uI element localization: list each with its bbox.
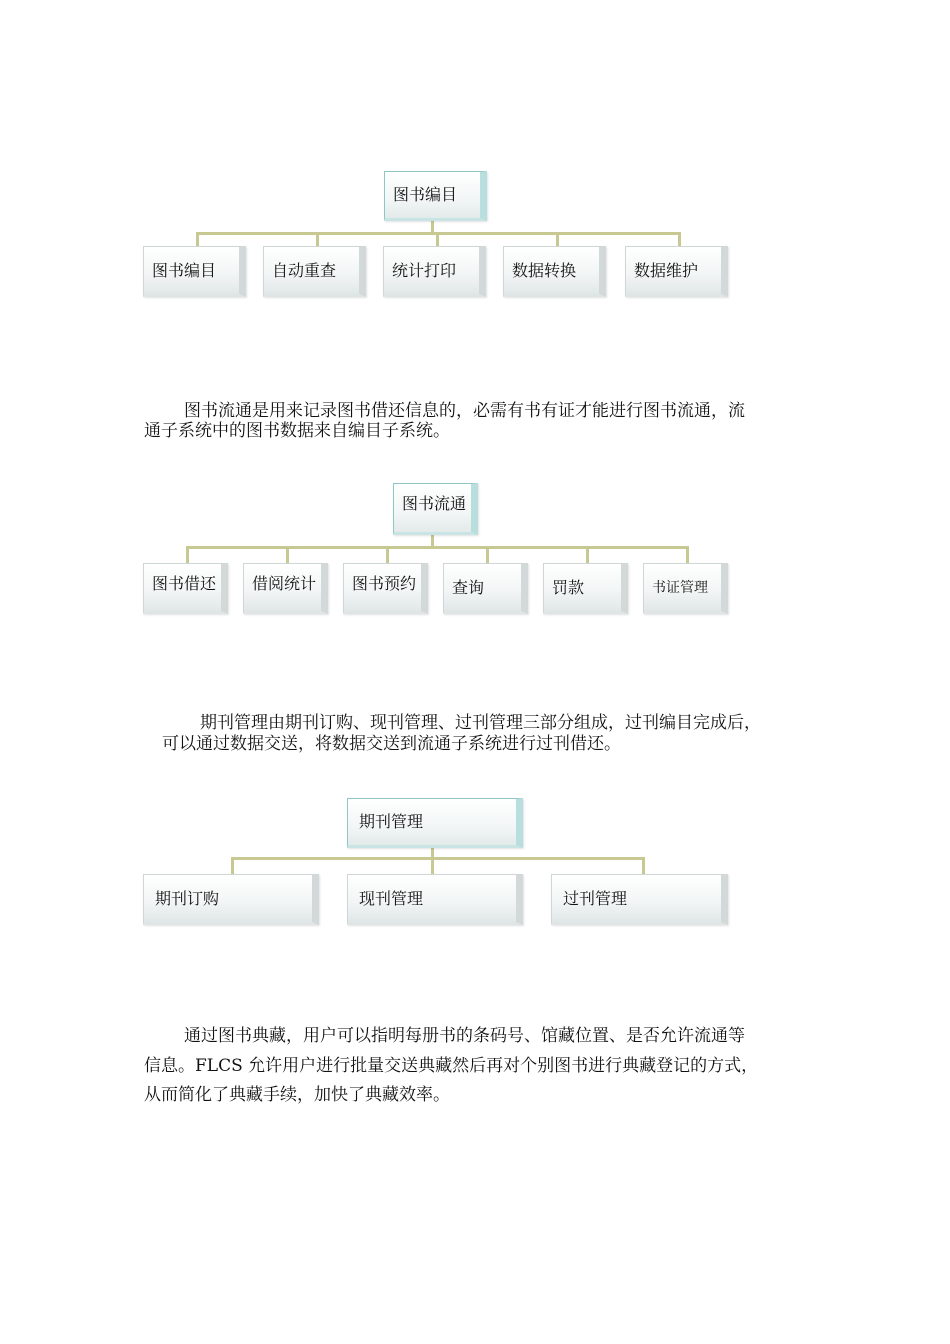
connector: [316, 232, 319, 246]
node-borrow-return: 图书借还: [143, 563, 228, 614]
node-data-maintenance: 数据维护: [625, 246, 728, 297]
node-reservation: 图书预约: [343, 563, 428, 614]
connector: [678, 232, 681, 246]
node-cataloging: 图书编目: [143, 246, 246, 297]
paragraph-periodicals-line-2: 可以通过数据交送，将数据交送到流通子系统进行过刊借还。: [162, 734, 621, 754]
paragraph-collection-line-3: 从而简化了典藏手续，加快了典藏效率。: [144, 1085, 450, 1105]
node-auto-check: 自动重查: [263, 246, 366, 297]
connector: [642, 857, 645, 874]
connector: [231, 857, 645, 860]
paragraph-periodicals-line-1: 期刊管理由期刊订购、现刊管理、过刊管理三部分组成，过刊编目完成后，: [200, 713, 761, 733]
connector: [196, 232, 199, 246]
node-data-conversion: 数据转换: [503, 246, 606, 297]
connector: [686, 546, 689, 563]
node-statistics-print: 统计打印: [383, 246, 486, 297]
root-node-periodicals: 期刊管理: [347, 798, 523, 848]
node-fine: 罚款: [543, 563, 628, 614]
root-node-cataloging: 图书编目: [384, 171, 487, 221]
connector: [186, 546, 689, 549]
node-borrow-statistics: 借阅统计: [243, 563, 328, 614]
paragraph-collection-line-1: 通过图书典藏，用户可以指明每册书的条码号、馆藏位置、是否允许流通等: [184, 1026, 745, 1046]
connector: [386, 546, 389, 563]
node-back-periodicals: 过刊管理: [551, 874, 728, 925]
connector: [436, 232, 439, 246]
node-query: 查询: [443, 563, 528, 614]
connector: [231, 857, 234, 874]
paragraph-circulation-line-2: 通子系统中的图书数据来自编目子系统。: [144, 421, 450, 441]
connector: [286, 546, 289, 563]
connector: [186, 546, 189, 563]
node-current-periodicals: 现刊管理: [347, 874, 523, 925]
node-card-management: 书证管理: [643, 563, 728, 614]
paragraph-collection-line-2: 信息。FLCS 允许用户进行批量交送典藏然后再对个别图书进行典藏登记的方式，: [144, 1056, 759, 1076]
paragraph-circulation-line-1: 图书流通是用来记录图书借还信息的，必需有书有证才能进行图书流通，流: [184, 401, 745, 421]
connector: [586, 546, 589, 563]
connector: [556, 232, 559, 246]
root-node-circulation: 图书流通: [393, 483, 478, 535]
connector: [431, 857, 434, 874]
node-subscription: 期刊订购: [143, 874, 319, 925]
connector: [486, 546, 489, 563]
